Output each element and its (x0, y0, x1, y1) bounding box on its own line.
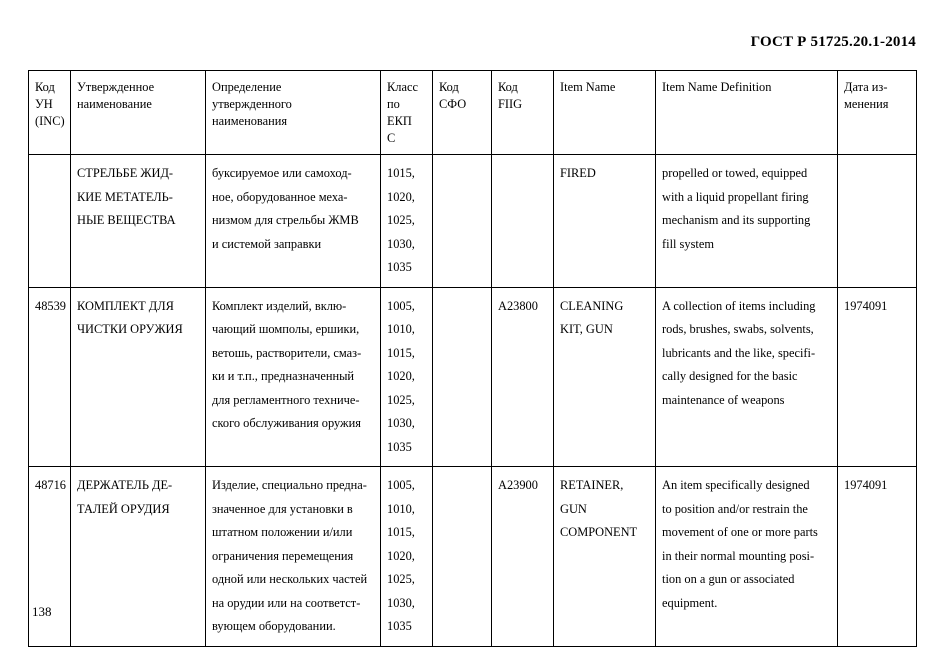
cell-item-name (554, 155, 656, 288)
cell-line: in their normal mounting posi- (662, 548, 815, 563)
header-line: по (387, 97, 400, 111)
cell-line: fill system (662, 236, 714, 251)
cell-approved-name (71, 287, 206, 467)
cell-item-name (554, 287, 656, 467)
cell-line: для регламентного техниче- (212, 392, 360, 407)
cell-line: 1035 (387, 260, 412, 274)
cell-line: 1030, (387, 595, 415, 610)
cell-line: 1974091 (844, 298, 888, 313)
column-header-code-un (29, 71, 71, 155)
cell-line: 1025, (387, 572, 415, 586)
standard-title: ГОСТ Р 51725.20.1-2014 (750, 34, 916, 50)
cell-fiig-code (492, 467, 554, 647)
cell-line: Изделие, специально предна- (212, 478, 367, 492)
cell-item-name-definition (656, 155, 838, 288)
cell-line: 1010, (387, 322, 415, 336)
cell-line: 1030, (387, 236, 415, 251)
header-line: Код (439, 80, 459, 94)
cell-sfo-code (433, 155, 492, 288)
cell-approved-name (71, 467, 206, 647)
header-line: Дата из- (844, 80, 888, 94)
table-row (29, 287, 917, 467)
cell-code-un (29, 155, 71, 288)
cell-line: вующем оборудовании. (212, 619, 336, 633)
cell-line: ное, оборудованное меха- (212, 189, 348, 204)
header-line: УН (35, 97, 53, 111)
table-header-row (29, 71, 917, 155)
header-line: менения (844, 97, 889, 111)
cell-line: 1015, (387, 345, 415, 360)
cell-sfo-code (433, 287, 492, 467)
table-body (29, 155, 917, 647)
cell-line: НЫЕ ВЕЩЕСТВА (77, 213, 176, 227)
cell-line: tion on a gun or associated (662, 572, 795, 586)
cell-line: An item specifically designed (662, 478, 810, 492)
cell-line: rods, brushes, swabs, solvents, (662, 322, 814, 336)
cell-line: 1010, (387, 501, 415, 516)
cell-line: значенное для установки в (212, 501, 353, 516)
cell-line: lubricants and the like, specifi- (662, 345, 816, 360)
cell-item-name (554, 467, 656, 647)
cell-line: 1020, (387, 369, 415, 383)
cell-line: 1025, (387, 392, 415, 407)
column-header-item-name (554, 71, 656, 155)
column-header-definition (206, 71, 381, 155)
cell-definition (206, 155, 381, 288)
cell-line: mechanism and its supporting (662, 213, 811, 227)
column-header-sfo-code (433, 71, 492, 155)
header-line: Класс (387, 80, 418, 94)
cell-line: propelled or towed, equipped (662, 166, 808, 180)
cell-line: equipment. (662, 595, 718, 610)
header-line: Код (498, 80, 518, 94)
cell-line: 48716 (35, 478, 66, 492)
cell-fiig-code (492, 155, 554, 288)
cell-ekps-class (381, 155, 433, 288)
cell-fiig-code (492, 287, 554, 467)
cell-line: CLEANING (560, 298, 624, 313)
cell-line: FIRED (560, 166, 596, 180)
cell-line: одной или нескольких частей (212, 572, 368, 586)
cell-line: GUN (560, 501, 587, 516)
column-header-item-name-definition (656, 71, 838, 155)
cell-item-name-definition (656, 467, 838, 647)
cell-line: A23900 (498, 478, 538, 492)
cell-line: COMPONENT (560, 525, 638, 539)
cell-line: КОМПЛЕКТ ДЛЯ (77, 298, 174, 313)
cell-ekps-class (381, 467, 433, 647)
header-line: Item Name (560, 80, 616, 94)
header-line: (INC) (35, 114, 65, 128)
cell-line: и системой заправки (212, 236, 322, 251)
cell-line: 1035 (387, 439, 412, 454)
cell-line: 1030, (387, 416, 415, 430)
cell-line: KIT, GUN (560, 322, 613, 336)
nomenclature-table (28, 70, 917, 647)
header-line: С (387, 131, 396, 145)
cell-sfo-code (433, 467, 492, 647)
column-header-fiig-code (492, 71, 554, 155)
cell-line: ского обслуживания оружия (212, 416, 361, 430)
cell-line: ДЕРЖАТЕЛЬ ДЕ- (77, 478, 173, 492)
cell-line: 1020, (387, 548, 415, 563)
header-line: FIIG (498, 97, 523, 111)
cell-line: 1015, (387, 525, 415, 539)
cell-line: ограничения перемещения (212, 548, 354, 563)
cell-line: maintenance of weapons (662, 392, 785, 407)
cell-line: 1005, (387, 298, 415, 313)
cell-definition (206, 467, 381, 647)
cell-line: A23800 (498, 298, 538, 313)
cell-line: with a liquid propellant firing (662, 189, 809, 204)
cell-line: буксируемое или самоход- (212, 166, 352, 180)
cell-line: 1974091 (844, 478, 888, 492)
header-line: Утвержденное (77, 80, 155, 94)
cell-line: to position and/or restrain the (662, 501, 808, 516)
cell-definition (206, 287, 381, 467)
page-number: 138 (32, 604, 52, 619)
cell-line: 1020, (387, 189, 415, 204)
table-row (29, 467, 917, 647)
cell-line: ЧИСТКИ ОРУЖИЯ (77, 322, 183, 336)
column-header-change-date (838, 71, 917, 155)
cell-line: КИЕ МЕТАТЕЛЬ- (77, 189, 173, 204)
cell-item-name-definition (656, 287, 838, 467)
cell-line: чающий шомполы, ершики, (212, 322, 360, 336)
cell-line: 48539 (35, 298, 66, 313)
cell-change-date (838, 467, 917, 647)
header-line: СФО (439, 97, 467, 111)
header-line: наименование (77, 97, 152, 111)
header-line: утвержденного (212, 97, 292, 111)
header-line: Код (35, 80, 55, 94)
cell-line: RETAINER, (560, 478, 624, 492)
cell-line: на орудии или на соответст- (212, 595, 361, 610)
cell-line: Комплект изделий, вклю- (212, 298, 347, 313)
cell-line: 1005, (387, 478, 415, 492)
cell-change-date (838, 155, 917, 288)
header-line: Определение (212, 80, 282, 94)
cell-line: ки и т.п., предназначенный (212, 369, 355, 383)
cell-change-date (838, 287, 917, 467)
cell-line: 1035 (387, 619, 412, 633)
cell-line: штатном положении и/или (212, 525, 353, 539)
header-line: ЕКП (387, 114, 412, 128)
header-line: наименования (212, 114, 288, 128)
column-header-ekps-class (381, 71, 433, 155)
cell-line: ветошь, растворители, смаз- (212, 345, 362, 360)
cell-line: низмом для стрельбы ЖМВ (212, 213, 359, 227)
table-row (29, 155, 917, 288)
cell-line: A collection of items including (662, 298, 816, 313)
cell-line: 1015, (387, 166, 415, 180)
cell-line: ТАЛЕЙ ОРУДИЯ (77, 501, 170, 516)
cell-line: cally designed for the basic (662, 369, 798, 383)
cell-line: 1025, (387, 213, 415, 227)
cell-code-un (29, 287, 71, 467)
cell-approved-name (71, 155, 206, 288)
cell-line: СТРЕЛЬБЕ ЖИД- (77, 166, 174, 180)
column-header-approved-name (71, 71, 206, 155)
cell-line: movement of one or more parts (662, 525, 818, 539)
cell-ekps-class (381, 287, 433, 467)
header-line: Item Name Definition (662, 80, 772, 94)
